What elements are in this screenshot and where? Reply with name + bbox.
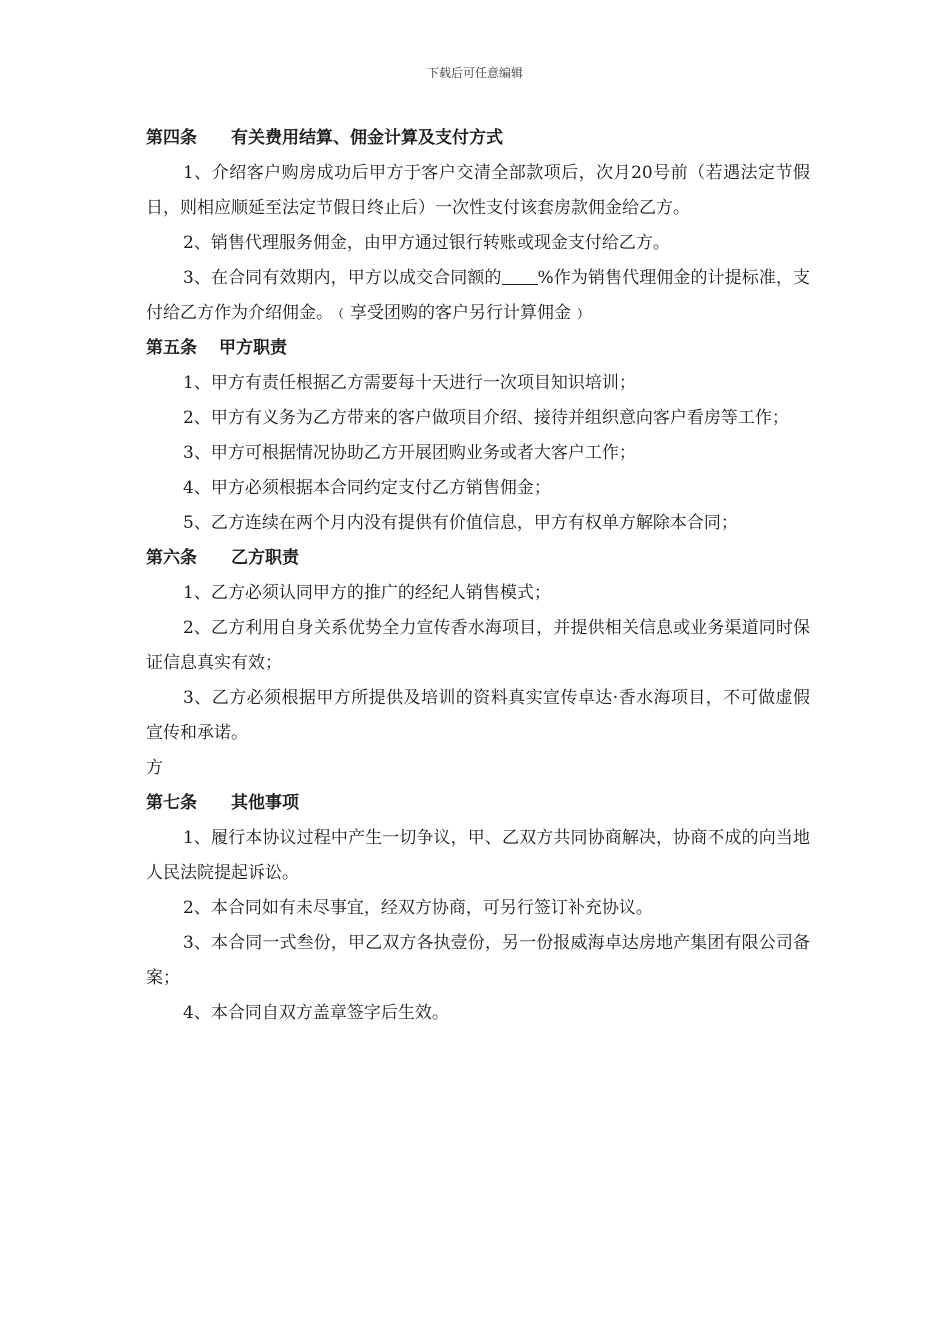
section-6-item-2: 2、乙方利用自身关系优势全力宣传香水海项目，并提供相关信息或业务渠道同时保证信息真实有效； (146, 618, 810, 673)
section-6-item-3: 3、乙方必须根据甲方所提供及培训的资料真实宣传卓达·香水海项目，不可做虚假宣传和承诺。 (146, 688, 810, 743)
commission-text-before: 3、在合同有效期内，甲方以成交合同额的 (183, 268, 502, 288)
section-5-item-3: 3、甲方可根据情况协助乙方开展团购业务或者大客户工作； (183, 443, 636, 463)
section-5-heading: 甲方职责 (219, 338, 287, 358)
section-6-number: 第六条 (146, 548, 197, 568)
section-4-paragraph-3 (146, 261, 810, 331)
contract-body (146, 121, 810, 1031)
section-7-item-3: 3、本合同一式叁份，甲乙双方各执壹份，另一份报威海卓达房地产集团有限公司备案； (146, 933, 810, 988)
section-4-heading: 有关费用结算、佣金计算及支付方式 (231, 128, 503, 148)
section-4-title (146, 121, 810, 156)
section-7-heading: 其他事项 (231, 793, 299, 813)
page-header: 下载后可任意编辑 (426, 66, 523, 80)
section-5-number: 第五条 (146, 338, 197, 358)
section-5-item-1: 1、甲方有责任根据乙方需要每十天进行一次项目知识培训； (183, 373, 636, 393)
section-5-item-4: 4、甲方必须根据本合同约定支付乙方销售佣金； (183, 478, 551, 498)
section-4-paragraph-1: 1、介绍客户购房成功后甲方于客户交清全部款项后，次月20号前（若遇法定节假日，则相应顺延至法定节假日终止后）一次性支付该套房款佣金给乙方。 (146, 163, 810, 218)
section-7-number: 第七条 (146, 793, 197, 813)
section-4-number: 第四条 (146, 128, 197, 148)
section-5-title (146, 331, 810, 366)
section-6-heading: 乙方职责 (231, 548, 299, 568)
section-6-item-1: 1、乙方必须认同甲方的推广的经纪人销售模式； (183, 583, 551, 603)
commission-rate-blank (502, 266, 538, 285)
section-5-item-2: 2、甲方有义务为乙方带来的客户做项目介绍、接待并组织意向客户看房等工作； (183, 408, 789, 428)
section-5-item-5: 5、乙方连续在两个月内没有提供有价值信息，甲方有权单方解除本合同； (183, 513, 738, 533)
section-6-title (146, 541, 810, 576)
section-7-item-1: 1、履行本协议过程中产生一切争议，甲、乙双方共同协商解决，协商不成的向当地人民法院提起诉讼。 (146, 828, 810, 883)
commission-text-after: %作为销售代理佣金的计提标准，支付给乙方作为介绍佣金。﹙享受团购的客户另行计算佣金﹚ (146, 268, 810, 323)
section-7-title (146, 786, 810, 821)
section-7-item-4: 4、本合同自双方盖章签字后生效。 (183, 1003, 449, 1023)
section-4-paragraph-2: 2、销售代理服务佣金，由甲方通过银行转账或现金支付给乙方。 (183, 233, 670, 253)
stray-character: 方 (146, 758, 163, 778)
section-7-item-2: 2、本合同如有未尽事宜，经双方协商，可另行签订补充协议。 (183, 898, 653, 918)
